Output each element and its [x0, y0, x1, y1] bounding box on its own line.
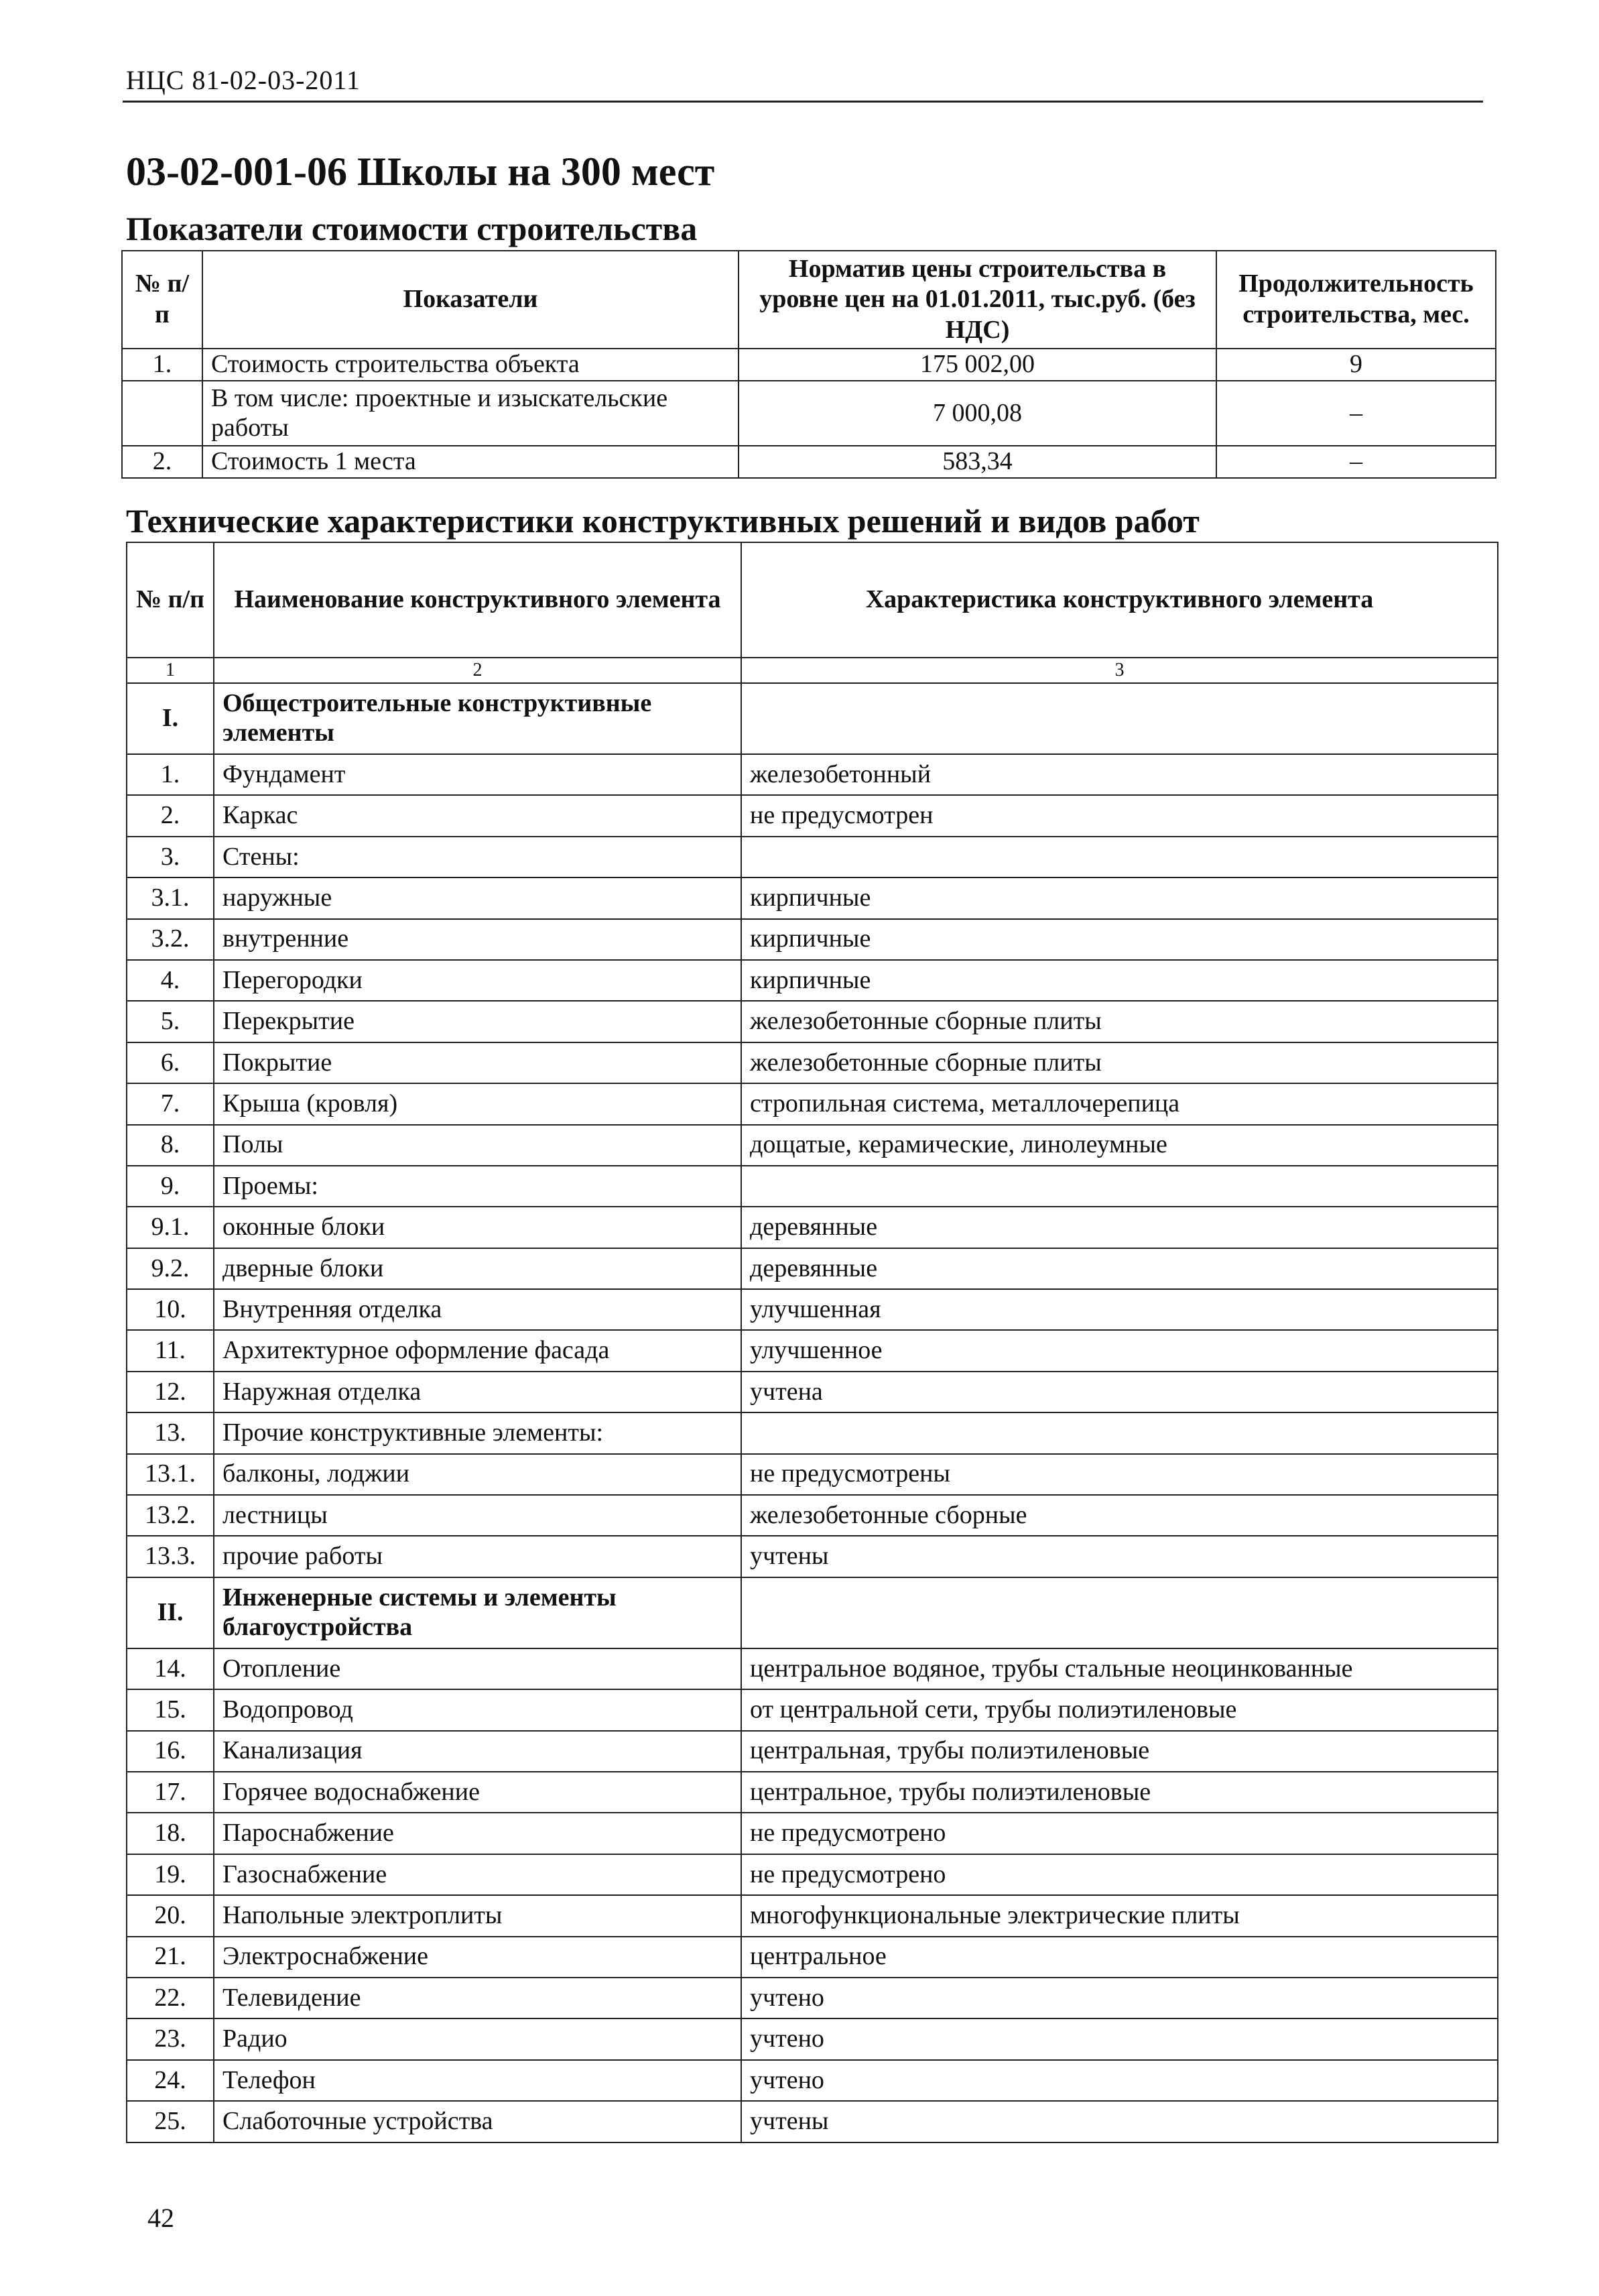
row-characteristic: центральное водяное, трубы стальные неоцинкованные	[741, 1648, 1498, 1689]
table-row	[122, 349, 1496, 381]
index-cell: 3	[741, 658, 1498, 683]
row-element-name: Архитектурное оформление фасада	[214, 1330, 741, 1371]
row-characteristic: центральное, трубы полиэтиленовые	[741, 1772, 1498, 1813]
row-num: 20.	[127, 1895, 214, 1936]
row-element-name: Каркас	[214, 795, 741, 836]
cost-indicators-table	[121, 250, 1496, 479]
row-num: 7.	[127, 1083, 214, 1124]
table-row	[122, 446, 1496, 478]
row-characteristic	[741, 837, 1498, 878]
row-num: 13.	[127, 1412, 214, 1453]
row-element-name: Горячее водоснабжение	[214, 1772, 741, 1813]
row-characteristic: кирпичные	[741, 878, 1498, 918]
row-num: 14.	[127, 1648, 214, 1689]
row-characteristic: учтены	[741, 2101, 1498, 2142]
row-characteristic: улучшенное	[741, 1330, 1498, 1371]
row-characteristic: не предусмотрено	[741, 1813, 1498, 1854]
row-element-name: Стены:	[214, 837, 741, 878]
row-element-name: лестницы	[214, 1495, 741, 1536]
table-row	[127, 1001, 1498, 1042]
row-element-name: балконы, лоджии	[214, 1454, 741, 1495]
row-characteristic: стропильная система, металлочерепица	[741, 1083, 1498, 1124]
table-row	[127, 1083, 1498, 1124]
row-characteristic: многофункциональные электрические плиты	[741, 1895, 1498, 1936]
table-row	[122, 381, 1496, 446]
row-num: 25.	[127, 2101, 214, 2142]
row-element-name: Электроснабжение	[214, 1937, 741, 1978]
row-element-name: Напольные электроплиты	[214, 1895, 741, 1936]
table-row	[127, 1937, 1498, 1978]
row-element-name: Перегородки	[214, 960, 741, 1001]
row-num: 11.	[127, 1330, 214, 1371]
row-value: 7 000,08	[739, 381, 1216, 446]
row-characteristic: учтено	[741, 2060, 1498, 2101]
col-header-element: Наименование конструктивного элемента	[214, 542, 741, 658]
row-num: 18.	[127, 1813, 214, 1854]
row-element-name: Телефон	[214, 2060, 741, 2101]
row-characteristic	[741, 1412, 1498, 1453]
table-row	[127, 1372, 1498, 1412]
row-duration: –	[1216, 446, 1496, 478]
row-characteristic: деревянные	[741, 1248, 1498, 1289]
table-row	[127, 1648, 1498, 1689]
table-row	[127, 1731, 1498, 1772]
table-row	[127, 1412, 1498, 1453]
row-num: 3.1.	[127, 878, 214, 918]
table-row	[127, 1166, 1498, 1207]
table-row	[127, 1207, 1498, 1248]
row-num: 12.	[127, 1372, 214, 1412]
row-element-name: наружные	[214, 878, 741, 918]
header-divider	[123, 101, 1483, 103]
table-row	[127, 1536, 1498, 1577]
row-element-name: Прочие конструктивные элементы:	[214, 1412, 741, 1453]
row-characteristic: деревянные	[741, 1207, 1498, 1248]
row-num	[122, 381, 202, 446]
table-row	[127, 1125, 1498, 1166]
table-row	[127, 2018, 1498, 2059]
row-num: 22.	[127, 1978, 214, 2018]
row-characteristic: железобетонные сборные плиты	[741, 1001, 1498, 1042]
row-characteristic: железобетонный	[741, 754, 1498, 795]
row-element-name: Перекрытие	[214, 1001, 741, 1042]
row-num: 13.1.	[127, 1454, 214, 1495]
row-element-name: Инженерные системы и элементы благоустройства	[214, 1577, 741, 1648]
row-characteristic: не предусмотрен	[741, 795, 1498, 836]
row-element-name: Проемы:	[214, 1166, 741, 1207]
row-num: 19.	[127, 1854, 214, 1895]
row-element-name: Крыша (кровля)	[214, 1083, 741, 1124]
table-row	[127, 1330, 1498, 1371]
row-num: I.	[127, 683, 214, 754]
group-row	[127, 683, 1498, 754]
row-characteristic: кирпичные	[741, 919, 1498, 960]
row-value: 175 002,00	[739, 349, 1216, 381]
page-title: 03-02-001-06 Школы на 300 мест	[126, 149, 715, 194]
row-value: 583,34	[739, 446, 1216, 478]
row-characteristic	[741, 1166, 1498, 1207]
row-element-name: Наружная отделка	[214, 1372, 741, 1412]
row-num: 2.	[127, 795, 214, 836]
row-num: 5.	[127, 1001, 214, 1042]
row-num: 10.	[127, 1289, 214, 1330]
row-name: Стоимость 1 места	[202, 446, 739, 478]
row-element-name: прочие работы	[214, 1536, 741, 1577]
row-characteristic	[741, 683, 1498, 754]
row-num: 17.	[127, 1772, 214, 1813]
row-element-name: Внутренняя отделка	[214, 1289, 741, 1330]
row-element-name: оконные блоки	[214, 1207, 741, 1248]
row-num: 16.	[127, 1731, 214, 1772]
row-num: 3.	[127, 837, 214, 878]
col-header-indicator: Показатели	[202, 251, 739, 349]
row-element-name: Общестроительные конструктивные элементы	[214, 683, 741, 754]
row-element-name: Пароснабжение	[214, 1813, 741, 1854]
row-characteristic: от центральной сети, трубы полиэтиленовые	[741, 1689, 1498, 1730]
table-row	[127, 795, 1498, 836]
table-row	[127, 960, 1498, 1001]
row-characteristic: кирпичные	[741, 960, 1498, 1001]
col-header-num: № п/п	[127, 542, 214, 658]
row-num: 24.	[127, 2060, 214, 2101]
group-row	[127, 1577, 1498, 1648]
row-element-name: дверные блоки	[214, 1248, 741, 1289]
table-row	[127, 1289, 1498, 1330]
row-element-name: Отопление	[214, 1648, 741, 1689]
row-num: 13.3.	[127, 1536, 214, 1577]
table-row	[127, 878, 1498, 918]
technical-characteristics-table	[126, 542, 1498, 2143]
table-row	[127, 1772, 1498, 1813]
row-characteristic: не предусмотрено	[741, 1854, 1498, 1895]
row-element-name: Телевидение	[214, 1978, 741, 2018]
table-row	[127, 1495, 1498, 1536]
index-cell: 1	[127, 658, 214, 683]
col-header-norm: Норматив цены строительства в уровне цен на 01.01.2011, тыс.руб. (без НДС)	[739, 251, 1216, 349]
row-name: В том числе: проектные и изыскательские работы	[202, 381, 739, 446]
row-element-name: Слаботочные устройства	[214, 2101, 741, 2142]
row-num: 2.	[122, 446, 202, 478]
table-row	[127, 2101, 1498, 2142]
row-element-name: Газоснабжение	[214, 1854, 741, 1895]
document-code: НЦС 81-02-03-2011	[126, 65, 361, 95]
row-characteristic	[741, 1577, 1498, 1648]
row-element-name: Канализация	[214, 1731, 741, 1772]
col-header-num: № п/п	[122, 251, 202, 349]
col-header-characteristic: Характеристика конструктивного элемента	[741, 542, 1498, 658]
table-row	[127, 1978, 1498, 2018]
row-element-name: Водопровод	[214, 1689, 741, 1730]
table-row	[127, 837, 1498, 878]
row-characteristic: центральная, трубы полиэтиленовые	[741, 1731, 1498, 1772]
row-num: 23.	[127, 2018, 214, 2059]
row-num: 4.	[127, 960, 214, 1001]
table-row	[127, 1854, 1498, 1895]
row-num: II.	[127, 1577, 214, 1648]
row-num: 13.2.	[127, 1495, 214, 1536]
row-element-name: Покрытие	[214, 1042, 741, 1083]
row-characteristic: железобетонные сборные	[741, 1495, 1498, 1536]
row-num: 8.	[127, 1125, 214, 1166]
col-header-duration: Продолжительность строительства, мес.	[1216, 251, 1496, 349]
row-num: 9.1.	[127, 1207, 214, 1248]
row-element-name: Полы	[214, 1125, 741, 1166]
index-cell: 2	[214, 658, 741, 683]
table-row	[127, 1689, 1498, 1730]
section-title-technical: Технические характеристики конструктивных решений и видов работ	[126, 502, 1200, 540]
row-num: 9.2.	[127, 1248, 214, 1289]
row-num: 1.	[122, 349, 202, 381]
row-element-name: Фундамент	[214, 754, 741, 795]
row-element-name: Радио	[214, 2018, 741, 2059]
row-num: 21.	[127, 1937, 214, 1978]
row-duration: 9	[1216, 349, 1496, 381]
row-characteristic: центральное	[741, 1937, 1498, 1978]
row-name: Стоимость строительства объекта	[202, 349, 739, 381]
row-characteristic: железобетонные сборные плиты	[741, 1042, 1498, 1083]
page-number: 42	[147, 2203, 174, 2233]
row-num: 9.	[127, 1166, 214, 1207]
row-num: 15.	[127, 1689, 214, 1730]
row-characteristic: учтена	[741, 1372, 1498, 1412]
section-title-cost: Показатели стоимости строительства	[126, 210, 698, 247]
table-row	[127, 2060, 1498, 2101]
row-duration: –	[1216, 381, 1496, 446]
table-row	[127, 1813, 1498, 1854]
table-row	[127, 1042, 1498, 1083]
row-num: 6.	[127, 1042, 214, 1083]
table-row	[127, 1248, 1498, 1289]
row-characteristic: дощатые, керамические, линолеумные	[741, 1125, 1498, 1166]
row-characteristic: учтены	[741, 1536, 1498, 1577]
row-characteristic: учтено	[741, 1978, 1498, 2018]
table-row	[127, 1895, 1498, 1936]
table-row	[127, 1454, 1498, 1495]
row-num: 1.	[127, 754, 214, 795]
row-characteristic: улучшенная	[741, 1289, 1498, 1330]
row-characteristic: учтено	[741, 2018, 1498, 2059]
row-num: 3.2.	[127, 919, 214, 960]
table-row	[127, 919, 1498, 960]
row-element-name: внутренние	[214, 919, 741, 960]
table-row	[127, 754, 1498, 795]
row-characteristic: не предусмотрены	[741, 1454, 1498, 1495]
